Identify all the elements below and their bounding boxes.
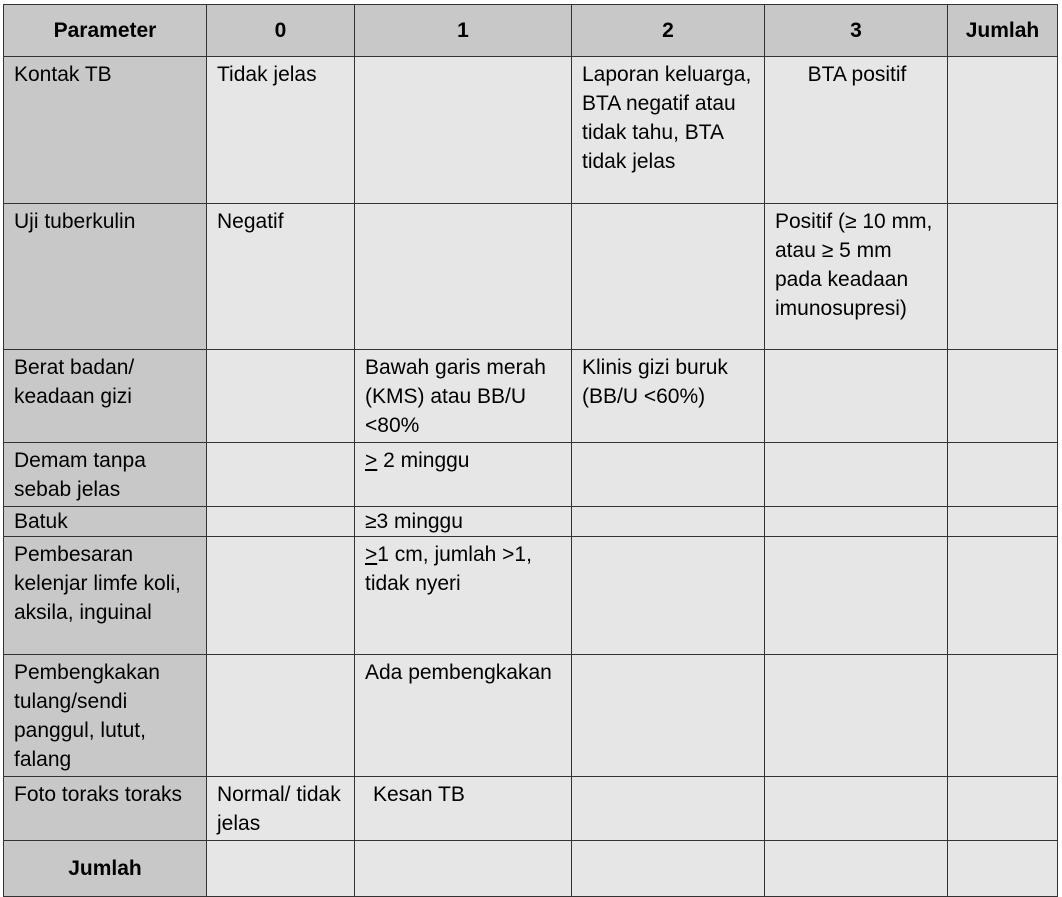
- scoring-table-container: [3, 4, 1058, 897]
- cell-jumlah[interactable]: [948, 57, 1058, 204]
- cell-score-1: Kesan TB: [355, 777, 572, 841]
- table-row: [4, 777, 1058, 841]
- cell-score-3: [765, 443, 948, 507]
- total-score-2[interactable]: [572, 841, 765, 897]
- row-parameter: Batuk: [4, 507, 207, 537]
- cell-score-2: Klinis gizi buruk (BB/U <60%): [572, 350, 765, 443]
- total-score-0[interactable]: [207, 841, 355, 897]
- header-score-1: 1: [355, 5, 572, 57]
- cell-score-0: [207, 655, 355, 777]
- header-score-2: 2: [572, 5, 765, 57]
- tb-scoring-table: [3, 4, 1058, 897]
- cell-score-1: [355, 443, 572, 507]
- cell-score-2: Laporan keluarga, BTA negatif atau tidak tahu, BTA tidak jelas: [572, 57, 765, 204]
- cell-score-2: [572, 537, 765, 655]
- cell-jumlah[interactable]: [948, 777, 1058, 841]
- header-parameter: Parameter: [4, 5, 207, 57]
- cell-score-3: Positif (≥ 10 mm, atau ≥ 5 mm pada keadaan imunosupresi): [765, 204, 948, 350]
- header-row: [4, 5, 1058, 57]
- cell-score-3: [765, 537, 948, 655]
- cell-score-2: [572, 655, 765, 777]
- cell-score-1: [355, 57, 572, 204]
- cell-jumlah[interactable]: [948, 350, 1058, 443]
- total-label: Jumlah: [4, 841, 207, 897]
- cell-score-1: ≥3 minggu: [355, 507, 572, 537]
- cell-jumlah[interactable]: [948, 204, 1058, 350]
- row-parameter: Berat badan/ keadaan gizi: [4, 350, 207, 443]
- row-parameter: Foto toraks toraks: [4, 777, 207, 841]
- header-score-3: 3: [765, 5, 948, 57]
- cell-score-0: Normal/ tidak jelas: [207, 777, 355, 841]
- row-parameter: Uji tuberkulin: [4, 204, 207, 350]
- gte-symbol: >: [365, 449, 378, 472]
- cell-score-3: BTA positif: [765, 57, 948, 204]
- cell-score-1: [355, 204, 572, 350]
- cell-score-3: [765, 777, 948, 841]
- cell-jumlah[interactable]: [948, 507, 1058, 537]
- cell-score-2: [572, 204, 765, 350]
- cell-jumlah[interactable]: [948, 443, 1058, 507]
- cell-score-0: [207, 443, 355, 507]
- cell-score-1: Bawah garis merah (KMS) atau BB/U <80%: [355, 350, 572, 443]
- table-row: [4, 655, 1058, 777]
- cell-score-2: [572, 443, 765, 507]
- table-row: [4, 507, 1058, 537]
- header-jumlah: Jumlah: [948, 5, 1058, 57]
- total-score-3[interactable]: [765, 841, 948, 897]
- cell-score-0: [207, 507, 355, 537]
- table-row: [4, 350, 1058, 443]
- cell-jumlah[interactable]: [948, 537, 1058, 655]
- table-row: [4, 204, 1058, 350]
- cell-score-2: [572, 507, 765, 537]
- cell-text: 1 cm, jumlah >1, tidak nyeri: [365, 543, 532, 595]
- row-parameter: Pembesaran kelenjar limfe koli, aksila, inguinal: [4, 537, 207, 655]
- row-parameter: Kontak TB: [4, 57, 207, 204]
- table-row: [4, 57, 1058, 204]
- cell-jumlah[interactable]: [948, 655, 1058, 777]
- cell-score-3: [765, 507, 948, 537]
- cell-text: 2 minggu: [377, 449, 470, 472]
- row-parameter: Demam tanpa sebab jelas: [4, 443, 207, 507]
- cell-score-0: Negatif: [207, 204, 355, 350]
- gte-symbol: >: [365, 543, 378, 566]
- cell-score-3: [765, 655, 948, 777]
- cell-score-2: [572, 777, 765, 841]
- cell-score-0: Tidak jelas: [207, 57, 355, 204]
- row-parameter: Pembengkakan tulang/sendi panggul, lutut, falang: [4, 655, 207, 777]
- header-score-0: 0: [207, 5, 355, 57]
- total-score-1[interactable]: [355, 841, 572, 897]
- table-row: [4, 537, 1058, 655]
- total-row: [4, 841, 1058, 897]
- cell-score-0: [207, 350, 355, 443]
- table-row: [4, 443, 1058, 507]
- cell-score-1: Ada pembengkakan: [355, 655, 572, 777]
- cell-score-1: [355, 537, 572, 655]
- cell-score-3: [765, 350, 948, 443]
- cell-score-0: [207, 537, 355, 655]
- total-jumlah[interactable]: [948, 841, 1058, 897]
